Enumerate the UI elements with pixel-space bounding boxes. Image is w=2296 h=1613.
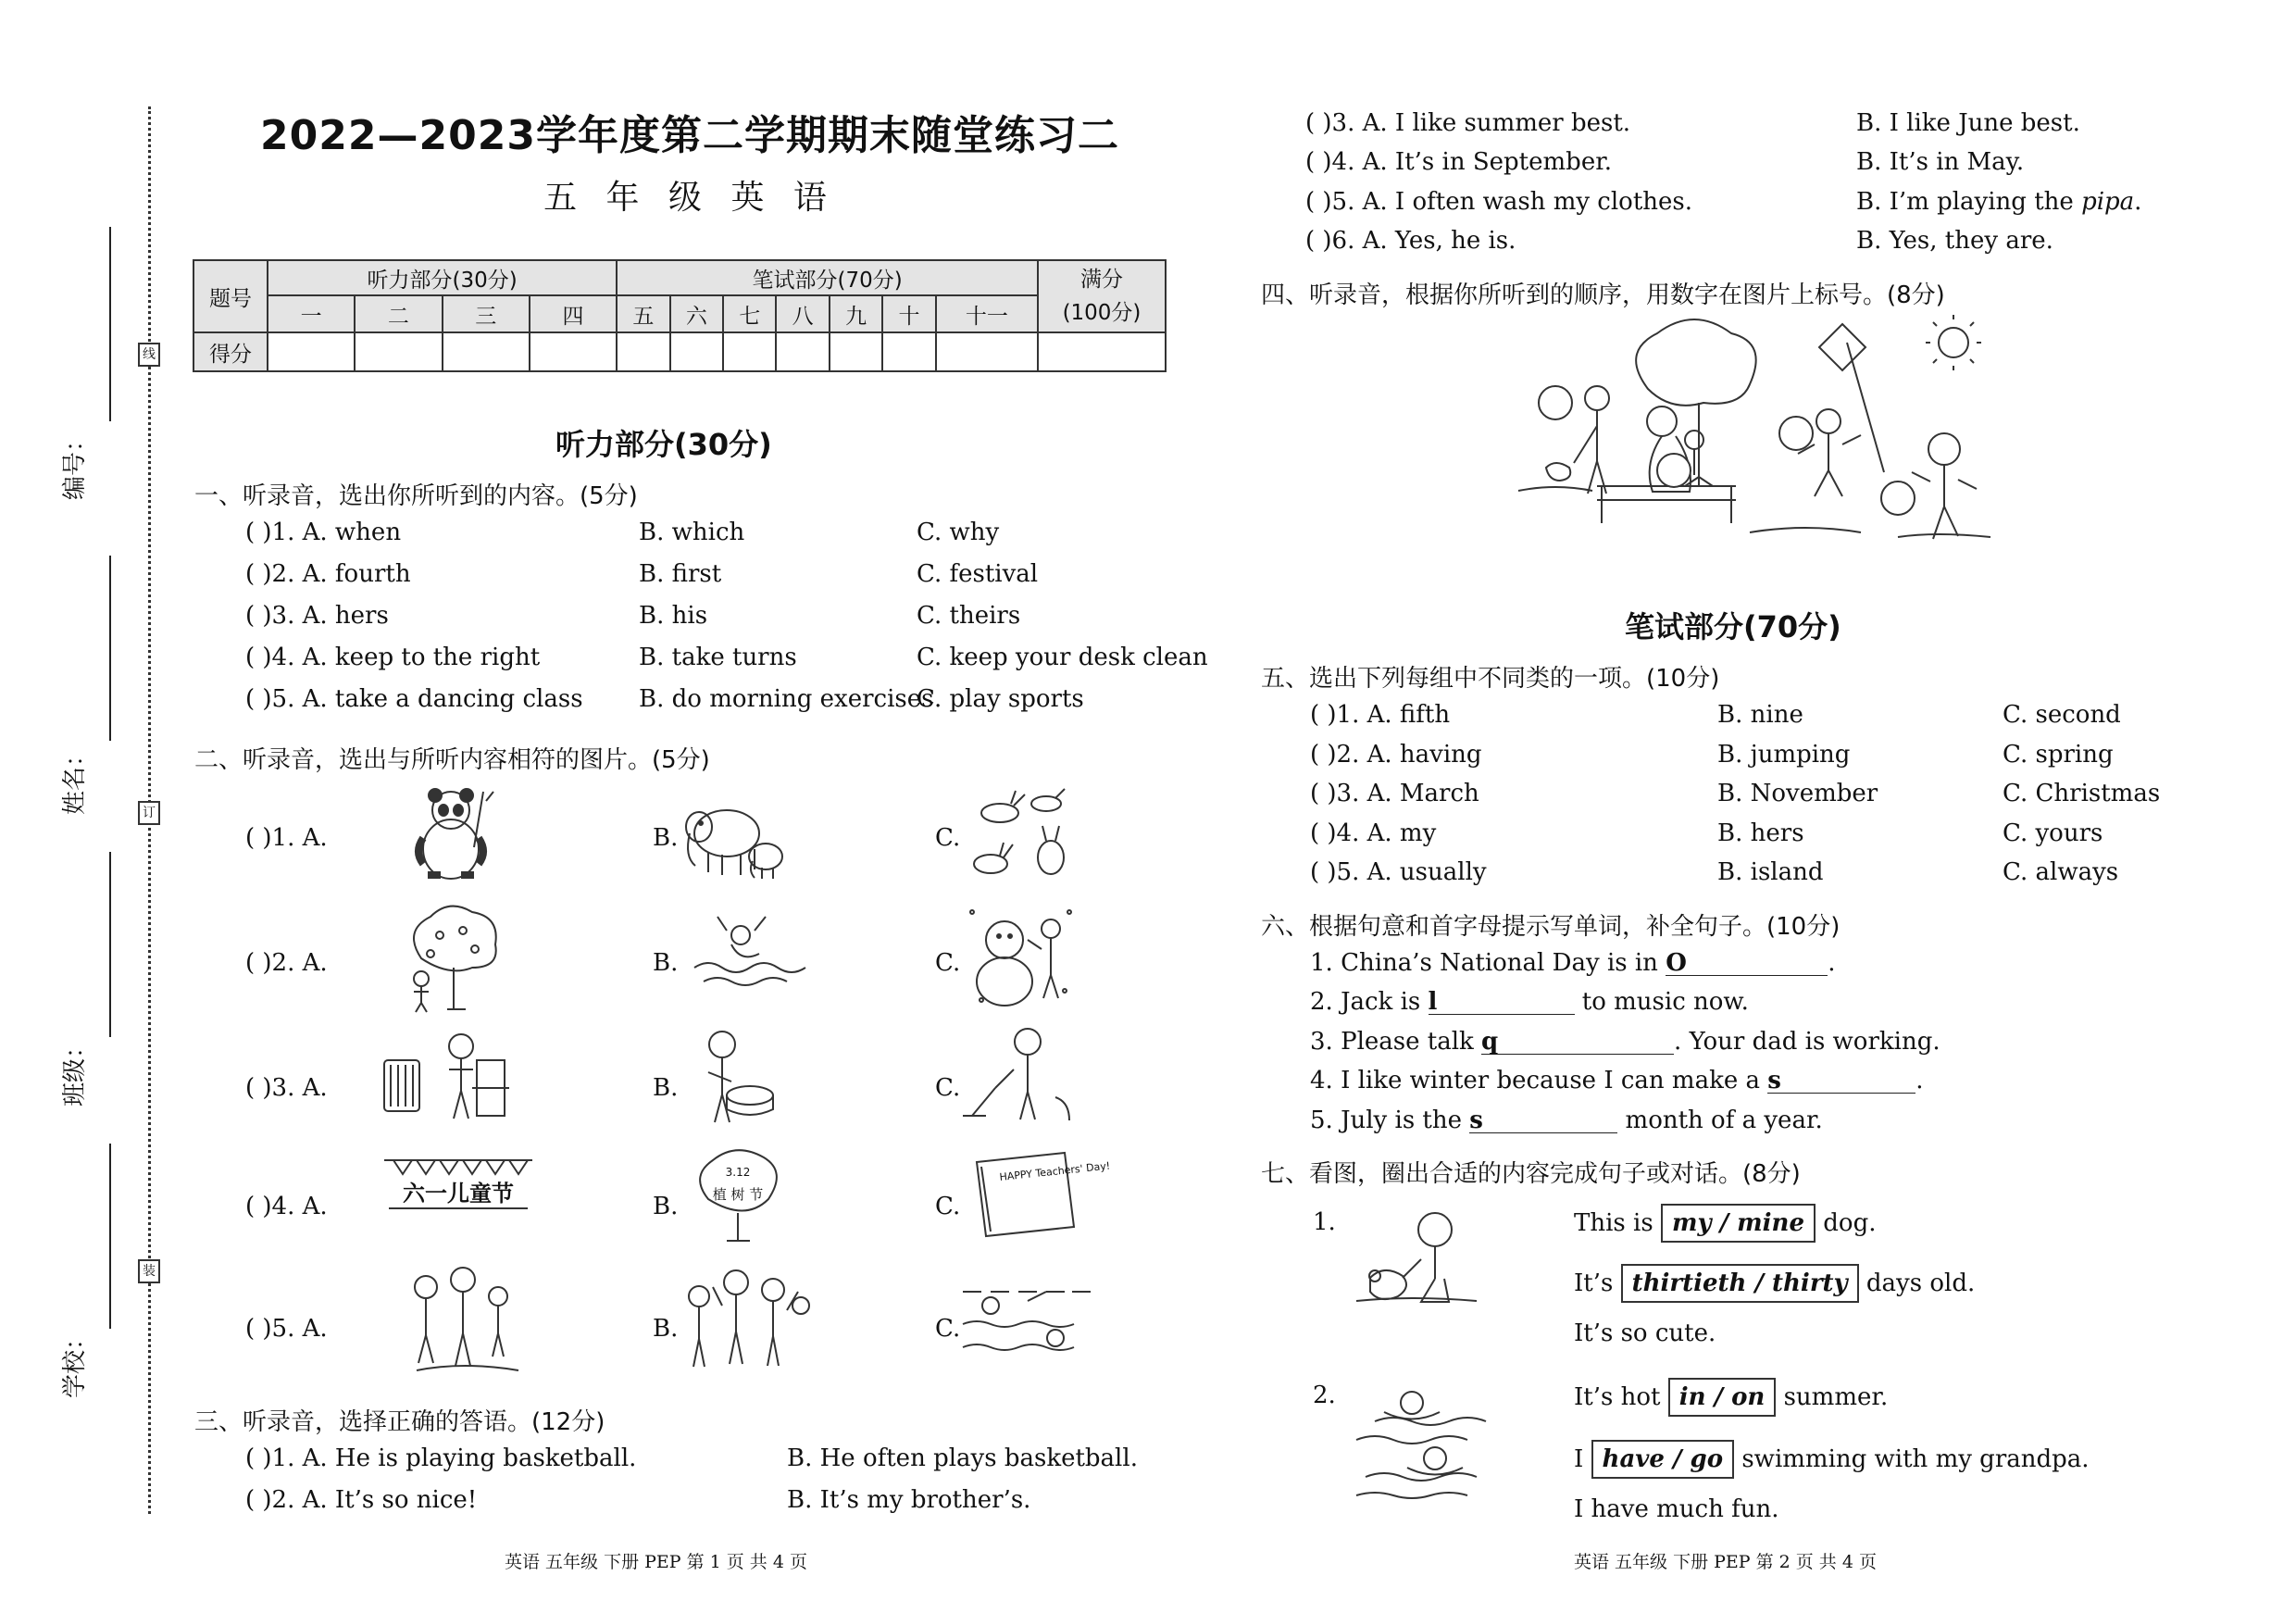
choice-box[interactable]: thirtieth / thirty: [1621, 1264, 1859, 1303]
girl-vacuum-picture: [954, 1023, 1079, 1130]
sec6-q4: 4. I like winter because I can make a s .: [1310, 1067, 1924, 1094]
sec3-q2-a: ( )2. A. It’s so nice!: [245, 1486, 478, 1514]
sec3-q5-b: B. I’m playing the pipa.: [1856, 188, 2142, 216]
col-1: 一: [268, 295, 355, 332]
sec1-q1-b: B. which: [639, 519, 745, 546]
sec6-q3: 3. Please talk q . Your dad is working.: [1310, 1028, 1940, 1056]
sec6-q1: 1. China’s National Day is in O .: [1310, 949, 1836, 977]
col-4: 四: [530, 295, 617, 332]
sec2-q4-b: B.: [653, 1193, 679, 1220]
col-6: 六: [670, 295, 723, 332]
sec2-q4-c: C.: [935, 1193, 961, 1220]
sec5-q1-a: ( )1. A. fifth: [1310, 701, 1451, 729]
sec1-q5-b: B. do morning exercises: [639, 685, 934, 713]
school-line: [109, 1144, 111, 1329]
col-9: 九: [830, 295, 882, 332]
answer-blank[interactable]: O: [1666, 949, 1828, 976]
score-input[interactable]: [723, 332, 776, 371]
sec6-title: 六、根据句意和首字母提示写单词，补全句子。(10分): [1261, 913, 1841, 941]
score-input[interactable]: [776, 332, 829, 371]
score-input[interactable]: [617, 332, 669, 371]
sec6-q2: 2. Jack is l to music now.: [1310, 988, 1749, 1016]
sec3-q3-a: ( )3. A. I like summer best.: [1305, 109, 1631, 137]
sec5-q3-c: C. Christmas: [2003, 780, 2161, 807]
sec3-q4-a: ( )4. A. It’s in September.: [1305, 148, 1613, 176]
cell-full: 满分 (100分): [1038, 260, 1166, 332]
sec1-q1-a: ( )1. A. when: [245, 519, 402, 546]
school-label: 学校：: [61, 1325, 89, 1398]
sec5-q1-c: C. second: [2003, 701, 2121, 729]
col-8: 八: [776, 295, 829, 332]
childrens-day-text: 六一儿童节: [403, 1181, 514, 1207]
class-line: [109, 852, 111, 1037]
col-7: 七: [723, 295, 776, 332]
sec3-q1-b: B. He often plays basketball.: [787, 1444, 1138, 1472]
score-input[interactable]: [830, 332, 882, 371]
sec1-q1-c: C. why: [917, 519, 1000, 546]
answer-blank[interactable]: s: [1767, 1067, 1915, 1094]
score-input[interactable]: [670, 332, 723, 371]
sec7-q2-line3: I have much fun.: [1574, 1495, 1779, 1523]
sec2-q3-b: B.: [653, 1074, 679, 1102]
sec2-q1-c: C.: [935, 824, 961, 852]
score-table: [193, 259, 1167, 372]
col-3: 三: [443, 295, 530, 332]
snowman-picture: [963, 903, 1079, 1009]
teachers-day-card: [972, 1144, 1111, 1245]
sec5-q3-a: ( )3. A. March: [1310, 780, 1479, 807]
score-input[interactable]: [936, 332, 1038, 371]
sec5-q4-a: ( )4. A. my: [1310, 819, 1437, 847]
id-label: 编号：: [61, 427, 89, 500]
sec1-q2-a: ( )2. A. fourth: [245, 560, 411, 588]
sec7-q2-line1: It’s hot in / on summer.: [1574, 1378, 1888, 1417]
writing-heading: 笔试部分(70分): [1625, 609, 1841, 644]
footer-right: 英语 五年级 下册 PEP 第 2 页 共 4 页: [1574, 1552, 1877, 1572]
sec7-title: 七、看图，圈出合适的内容完成句子或对话。(8分): [1261, 1160, 1801, 1188]
sec3-q5-a: ( )5. A. I often wash my clothes.: [1305, 188, 1693, 216]
sec2-q3-c: C.: [935, 1074, 961, 1102]
sec3-title: 三、听录音，选择正确的答语。(12分): [194, 1408, 605, 1436]
score-input[interactable]: [1038, 332, 1166, 371]
sec3-q2-b: B. It’s my brother’s.: [787, 1486, 1031, 1514]
teachers-day-text: HAPPY Teachers' Day!: [998, 1159, 1111, 1183]
tree-planting-day-picture: [690, 1148, 787, 1245]
col-11: 十一: [936, 295, 1038, 332]
answer-blank[interactable]: s: [1469, 1107, 1617, 1133]
family-picture: [398, 1259, 523, 1375]
sec4-title: 四、听录音，根据你所听到的顺序，用数字在图片上标号。(8分): [1261, 281, 1945, 309]
sec1-q4-a: ( )4. A. keep to the right: [245, 644, 541, 671]
listening-heading: 听力部分(30分): [555, 427, 772, 462]
girl-washing-picture: [680, 1026, 792, 1132]
score-input[interactable]: [268, 332, 355, 371]
sec7-q1-number: 1.: [1313, 1208, 1336, 1236]
sec3-q3-b: B. I like June best.: [1856, 109, 2080, 137]
sec2-title: 二、听录音，选出与所听内容相符的图片。(5分): [194, 746, 710, 774]
sec5-q1-b: B. nine: [1717, 701, 1803, 729]
name-line: [109, 556, 111, 741]
children-group-picture: [680, 1264, 810, 1375]
col-5: 五: [617, 295, 669, 332]
sec5-q4-c: C. yours: [2003, 819, 2103, 847]
score-input[interactable]: [882, 332, 935, 371]
sec2-q2-c: C.: [935, 949, 961, 977]
binding-mark-line: 线: [138, 343, 160, 367]
class-label: 班级：: [61, 1033, 89, 1107]
sec3-q1-a: ( )1. A. He is playing basketball.: [245, 1444, 637, 1472]
sec5-q2-b: B. jumping: [1717, 741, 1851, 769]
sec2-q1-b: B.: [653, 824, 679, 852]
girl-dog-picture: [1356, 1204, 1481, 1315]
id-line: [109, 227, 111, 421]
answer-blank[interactable]: l: [1429, 988, 1575, 1015]
cell-label-no: 题号: [193, 260, 268, 332]
sec2-q5-c: C.: [935, 1315, 961, 1343]
sec3-q4-b: B. It’s in May.: [1856, 148, 2025, 176]
swimming-grandpa-picture: [1347, 1384, 1509, 1500]
sec1-q3-b: B. his: [639, 602, 708, 630]
sec1-q3-c: C. theirs: [917, 602, 1021, 630]
beach-picture: [963, 1273, 1092, 1366]
choice-box[interactable]: in / on: [1668, 1378, 1777, 1417]
sec3-q6-a: ( )6. A. Yes, he is.: [1305, 227, 1516, 255]
sec5-q5-b: B. island: [1717, 858, 1824, 886]
sec1-q2-c: C. festival: [917, 560, 1039, 588]
sec7-q1-line3: It’s so cute.: [1574, 1319, 1716, 1347]
sec2-q1-a: ( )1. A.: [245, 824, 328, 852]
swimming-picture: [685, 912, 810, 1000]
score-input[interactable]: [443, 332, 530, 371]
sec1-q5-c: C. play sports: [917, 685, 1084, 713]
sec2-q4-a: ( )4. A.: [245, 1193, 328, 1220]
binding-mark-pack: 装: [138, 1259, 160, 1283]
sec5-q2-c: C. spring: [2003, 741, 2114, 769]
score-input[interactable]: [355, 332, 442, 371]
elephants-picture: [680, 792, 792, 884]
page-title: 2022—2023学年度第二学期期末随堂练习二: [260, 112, 1119, 159]
sec5-q5-c: C. always: [2003, 858, 2119, 886]
sec5-title: 五、选出下列每组中不同类的一项。(10分): [1261, 665, 1720, 693]
choice-box[interactable]: have / go: [1591, 1440, 1735, 1479]
col-10: 十: [882, 295, 935, 332]
sec7-q1-line1: This is my / mine dog.: [1574, 1204, 1876, 1243]
col-2: 二: [355, 295, 442, 332]
binding-mark-bind: 订: [138, 801, 160, 825]
name-label: 姓名：: [61, 742, 89, 815]
sec2-q5-b: B.: [653, 1315, 679, 1343]
cell-label-score: 得分: [193, 332, 268, 371]
cell-listening: 听力部分(30分): [268, 260, 617, 295]
sec5-q2-a: ( )2. A. having: [1310, 741, 1482, 769]
sec1-q4-c: C. keep your desk clean: [917, 644, 1208, 671]
sec7-q1-line2: It’s thirtieth / thirty days old.: [1574, 1264, 1975, 1303]
girl-sofa-picture: [380, 1023, 509, 1130]
sec2-q2-b: B.: [653, 949, 679, 977]
sec1-q4-b: B. take turns: [639, 644, 797, 671]
sec1-q3-a: ( )3. A. hers: [245, 602, 389, 630]
panda-picture: [400, 782, 502, 886]
childrens-day-banner: [384, 1153, 532, 1227]
sec5-q3-b: B. November: [1717, 780, 1878, 807]
sec5-q5-a: ( )5. A. usually: [1310, 858, 1487, 886]
apple-tree-picture: [403, 903, 505, 1012]
sec7-q2-line2: I have / go swimming with my grandpa.: [1574, 1440, 2090, 1479]
sec1-q5-a: ( )5. A. take a dancing class: [245, 685, 583, 713]
sec2-q3-a: ( )3. A.: [245, 1074, 328, 1102]
sec1-q2-b: B. first: [639, 560, 722, 588]
score-input[interactable]: [530, 332, 617, 371]
tree-day-text: 植 树 节: [712, 1186, 764, 1203]
tree-day-date: 3.12: [725, 1166, 751, 1179]
sec2-q5-a: ( )5. A.: [245, 1315, 328, 1343]
answer-blank[interactable]: q: [1481, 1028, 1674, 1055]
page-subtitle: 五 年 级 英 语: [543, 179, 836, 217]
sec2-q2-a: ( )2. A.: [245, 949, 328, 977]
cell-writing: 笔试部分(70分): [617, 260, 1038, 295]
sec5-q4-b: B. hers: [1717, 819, 1804, 847]
rabbits-picture: [963, 785, 1079, 887]
choice-box[interactable]: my / mine: [1661, 1204, 1816, 1243]
footer-left: 英语 五年级 下册 PEP 第 1 页 共 4 页: [505, 1552, 807, 1572]
sec3-q6-b: B. Yes, they are.: [1856, 227, 2053, 255]
sec7-q2-number: 2.: [1313, 1382, 1336, 1409]
sec6-q5: 5. July is the s month of a year.: [1310, 1107, 1823, 1134]
park-scene-picture: [1509, 315, 2014, 560]
sec1-title: 一、听录音，选出你所听到的内容。(5分): [194, 482, 638, 510]
